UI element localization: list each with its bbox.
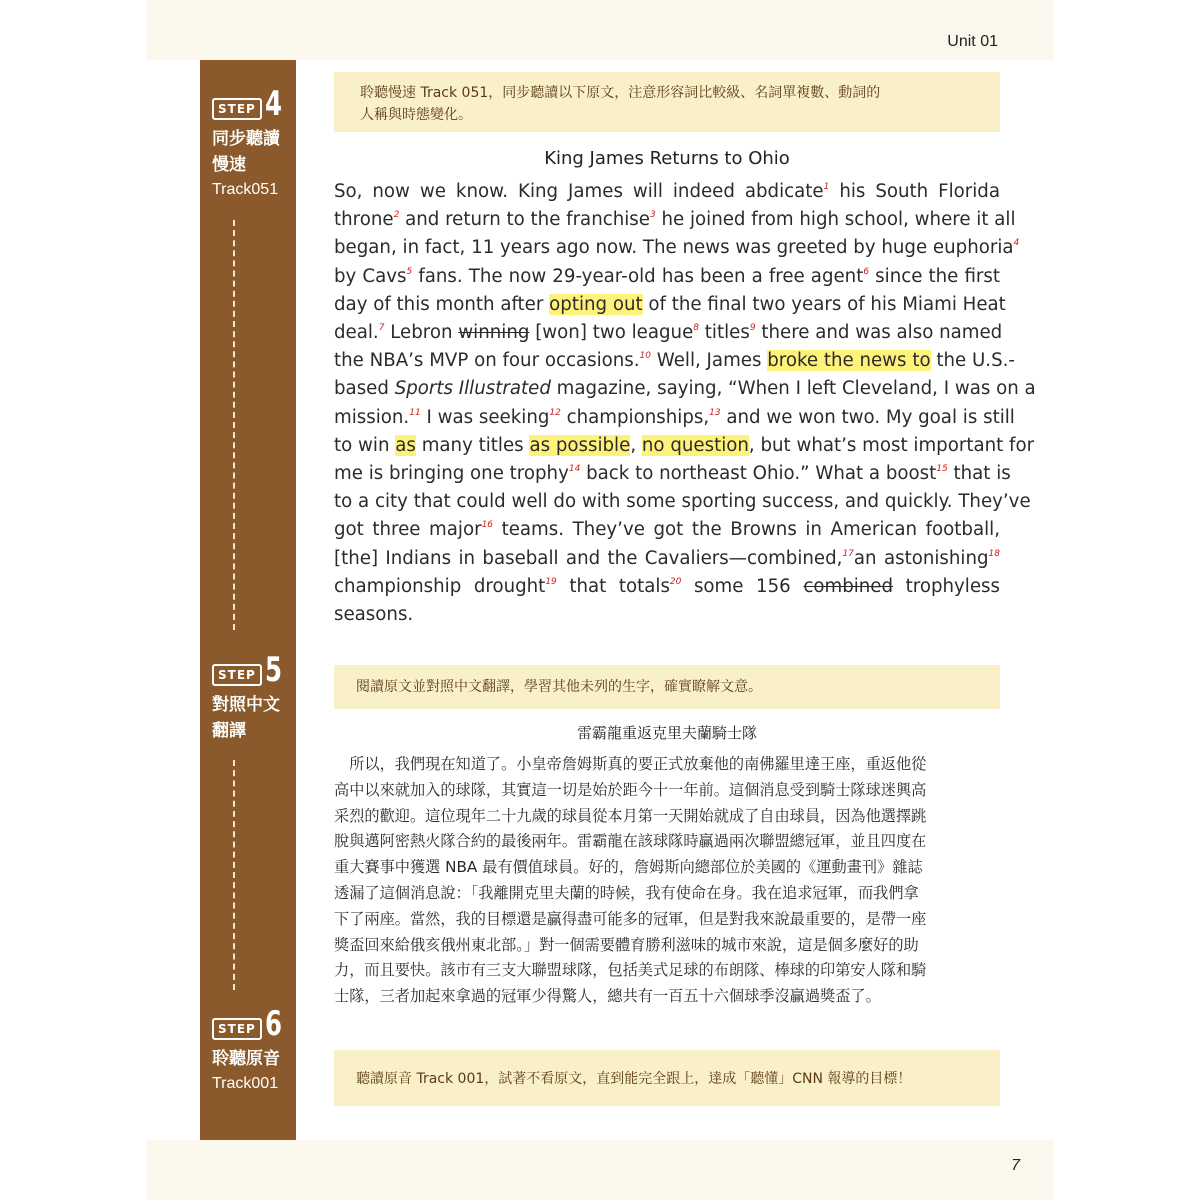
page-number: 7 [1011,1157,1020,1174]
vocab-footnote-marker: 12 [549,407,561,418]
text-run: seasons. [334,604,414,626]
vocab-footnote-marker: 3 [649,210,656,221]
text-run: mission. [334,406,410,428]
highlighted-phrase: opting out [549,293,643,315]
chinese-line: 透漏了這個消息說：「我離開克里夫蘭的時候，我有使命在身。我在追求冠軍，而我們拿 [334,883,919,902]
step-number: 6 [264,1004,282,1044]
vocab-footnote-marker: 10 [639,351,651,362]
english-line [334,488,1031,516]
step-number: 5 [264,650,282,690]
chinese-line: 士隊，三者加起來拿過的冠軍少得驚人，總共有一百五十六個球季沒贏過獎盃了。 [334,987,881,1006]
chinese-line: 下了兩座。當然，我的目標還是贏得盡可能多的冠軍，但是對我來說最重要的，是帶一座 [334,909,927,928]
text-run: magazine, saying, “When I left Cleveland, I was on a [550,378,1036,400]
vocab-footnote-marker: 5 [406,266,413,277]
struck-word: combined [803,575,894,597]
text-run: So, now we know. King James will indeed abdicate [334,181,824,202]
text-run: Lebron [384,322,459,344]
step-4-instruction [334,72,1000,132]
step-5-instruction [334,665,1000,709]
step-title-line: 聆聽原音 [212,1049,280,1069]
english-line [334,516,1000,544]
instruction-line: 聆聽慢速 Track 051，同步聽讀以下原文，注意形容詞比較級、名詞單複數、動詞的 [360,85,881,101]
vocab-footnote-marker: 13 [709,407,721,418]
english-line [334,319,1003,347]
step-5-label [212,650,292,744]
english-line [334,263,1000,291]
highlighted-phrase: no question [641,434,749,456]
step-title-line: 慢速 [212,155,246,175]
text-run: his South Florida [829,181,1000,202]
english-line [334,573,1000,601]
struck-word: winning [458,322,530,344]
chinese-line: 脫與邁阿密熱火隊合約的最後兩年。雷霸龍在該球隊時贏過兩次聯盟總冠軍，並且四度在 [334,832,927,851]
text-run: [won] two league [529,322,694,344]
text-run: many titles [415,434,530,456]
step-track: Track001 [212,1075,279,1092]
step-title-line: 同步聽讀 [212,129,280,149]
english-line [334,432,1035,460]
text-run: teams. They’ve got the Browns in American football, [493,519,1000,541]
text-run: day of this month after [334,293,550,315]
vocab-footnote-marker: 1 [823,182,830,192]
english-line [334,206,1016,234]
vocab-footnote-marker: 9 [749,323,756,334]
text-run: trophyless [893,575,1000,597]
chinese-translation [334,752,1000,1010]
text-run: of the final two years of his Miami Heat [642,293,1006,315]
text-run: the U.S.- [930,350,1015,372]
vocab-footnote-marker: 15 [936,464,948,475]
step-6-instruction [334,1050,1000,1106]
text-run: that is [947,463,1011,485]
text-run: titles [699,322,750,344]
italic-title: Sports Illustrated [394,378,551,400]
text-run: he joined from high school, where it all [655,209,1016,231]
vocab-footnote-marker: 8 [693,323,699,334]
text-run: me is bringing one trophy [334,463,569,485]
chinese-line: 獎盃回來給俄亥俄州東北部。」對一個需要體育勝利滋味的城市來說，這是個多麼好的助 [334,935,919,954]
text-run: , but what’s most important for [748,434,1035,456]
text-run: by Cavs [334,265,407,287]
text-run: , [630,434,642,456]
text-run: some 156 [681,575,804,597]
chinese-line: 采烈的歡迎。這位現年二十九歲的球員從本月第一天開始就成了自由球員，因為他選擇跳 [334,806,927,825]
step-title-line: 對照中文 [212,695,280,715]
text-run: to a city that could well do with some sporting success, and quickly. They’ve [334,491,1031,513]
text-run: Well, James [651,350,768,372]
step-6-label [212,1004,292,1096]
text-run: I was seeking [420,406,550,428]
chinese-line: 高中以來就加入的球隊，其實這一切是始於距今十一年前。這個消息受到騎士隊球迷興高 [334,780,927,799]
english-line [334,375,1036,403]
step-word: STEP [212,98,262,120]
step-number: 4 [264,84,282,124]
english-line [334,404,1015,432]
step-title-line: 翻譯 [212,721,246,741]
english-passage [334,178,1036,629]
text-run: [the] Indians in baseball and the Cavaliers—combined, [334,547,843,569]
text-run: that totals [556,575,670,597]
chinese-title: 雷霸龍重返克里夫蘭騎士隊 [576,724,757,742]
vocab-footnote-marker: 14 [568,464,581,475]
instruction-line: 人稱與時態變化。 [360,107,472,123]
vocab-footnote-marker: 20 [669,576,682,587]
vocab-footnote-marker: 6 [863,266,870,277]
text-run: since the first [869,265,1000,287]
english-line [334,545,1000,573]
text-run: deal. [334,322,379,344]
vocab-footnote-marker: 4 [1013,238,1020,249]
english-line [334,347,1015,375]
text-run: championships, [560,406,710,428]
highlighted-phrase: broke the news to [767,350,931,372]
text-run: and return to the franchise [399,209,650,231]
english-line [334,460,1011,488]
text-run: to win [334,434,396,456]
chinese-line: 力，而且要快。該市有三支大聯盟球隊，包括美式足球的布朗隊、棒球的印第安人隊和騎 [334,961,927,980]
text-run: the NBA’s MVP on four occasions. [334,350,640,372]
step-word: STEP [212,1018,262,1040]
instruction-line: 聽讀原音 Track 001，試著不看原文，直到能完全跟上，達成「聽懂」CNN 報導的目標！ [356,1071,912,1087]
step-word: STEP [212,664,262,686]
step-connector [233,760,235,990]
step-connector [233,220,235,630]
english-line [334,601,1000,629]
text-run: there and was also named [755,322,1003,344]
footer-band [147,1140,1053,1200]
steps-sidebar [200,60,296,1147]
unit-label: Unit 01 [947,33,998,50]
vocab-footnote-marker: 19 [545,576,557,587]
text-run: fans. The now 29-year-old has been a free agent [412,265,864,287]
chinese-line: 所以，我們現在知道了。小皇帝詹姆斯真的要正式放棄他的南佛羅里達王座，重返他從 [334,755,927,773]
english-title: King James Returns to Ohio [544,148,790,169]
step-4-label [212,84,292,202]
text-run: got three major [334,519,482,541]
vocab-footnote-marker: 7 [378,323,385,334]
text-run: an astonishing [853,547,989,569]
vocab-footnote-marker: 16 [481,520,494,531]
text-run: based [334,378,395,400]
english-line [334,178,1000,206]
text-run: began, in fact, 11 years ago now. The news was greeted by huge euphoria [334,237,1014,259]
text-run: championship drought [334,575,546,597]
vocab-footnote-marker: 17 [842,548,854,559]
highlighted-phrase: as [395,434,416,456]
highlighted-phrase: as possible [529,434,631,456]
instruction-line: 閱讀原文並對照中文翻譯，學習其他未列的生字，確實瞭解文意。 [356,679,762,695]
text-run: throne [334,209,394,231]
text-run: and we won two. My goal is still [720,406,1015,428]
text-run: back to northeast Ohio.” What a boost [580,463,937,485]
english-line [334,291,1006,319]
vocab-footnote-marker: 2 [393,210,400,221]
chinese-line: 重大賽事中獲選 NBA 最有價值球員。好的，詹姆斯向總部位於美國的《運動畫刊》雜誌 [334,858,923,877]
english-line [334,234,1020,262]
step-track: Track051 [212,181,279,198]
vocab-footnote-marker: 18 [988,548,1000,559]
vocab-footnote-marker: 11 [409,407,421,418]
